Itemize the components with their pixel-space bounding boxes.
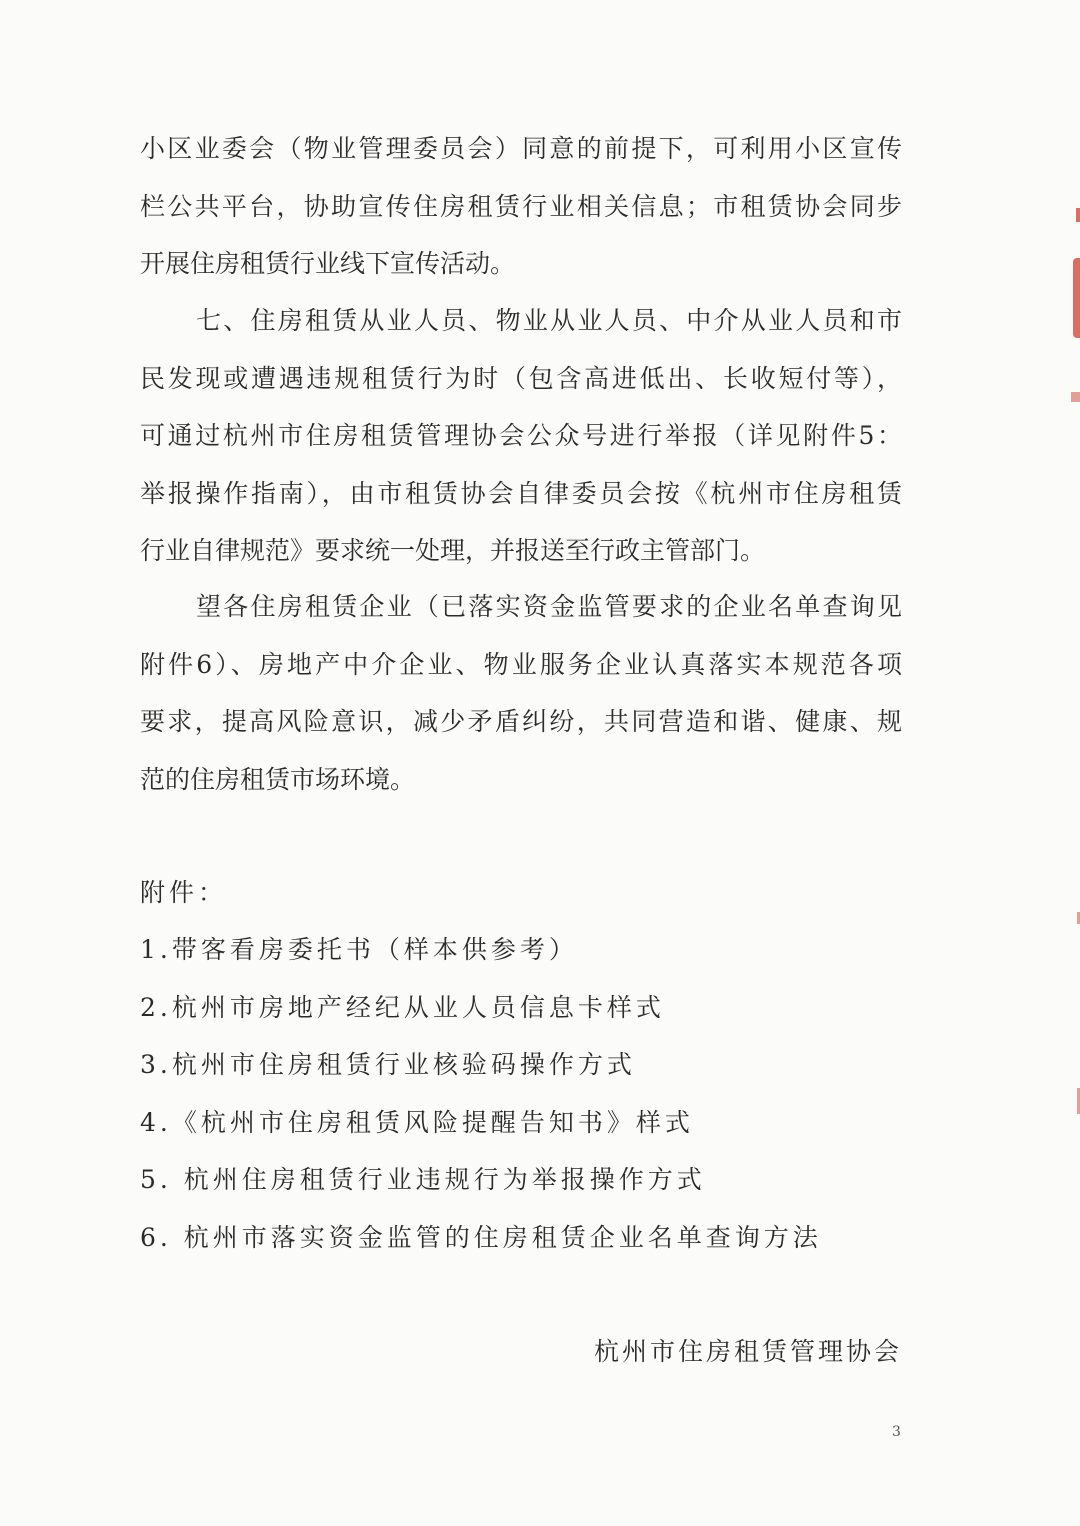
attachment-item: 6. 杭州市落实资金监管的住房租赁企业名单查询方法: [140, 1222, 822, 1252]
attachments-list: [140, 921, 822, 1266]
attachment-item: 1.带客看房委托书（样本供参考）: [140, 935, 578, 964]
paragraph-line: 范的住房租赁市场环境。: [140, 764, 416, 794]
paragraph-line: 附件6）、房地产中介企业、物业服务企业认真落实本规范各项: [140, 649, 902, 679]
signature: 杭州市住房租赁管理协会: [593, 1337, 902, 1366]
paragraph-line: 栏公共平台，协助宣传住房租赁行业相关信息；市租赁协会同步: [140, 191, 902, 221]
paragraph-line: 小区业委会（物业管理委员会）同意的前提下，可利用小区宣传: [140, 134, 902, 163]
seal-mark: [1076, 208, 1080, 222]
attachment-item: 4.《杭州市住房租赁风险提醒告知书》样式: [140, 1107, 694, 1137]
seal-mark: [1071, 392, 1080, 402]
attachments-title: 附件：: [140, 878, 228, 907]
attachment-item: 5. 杭州住房租赁行业违规行为举报操作方式: [140, 1165, 706, 1194]
paragraph-line: 举报操作指南），由市租赁协会自律委员会按《杭州市住房租赁: [140, 478, 902, 508]
paragraph-line: 望各住房租赁企业（已落实资金监管要求的企业名单查询见: [196, 592, 902, 621]
page-number: 3: [892, 1424, 901, 1440]
paragraph-line: 七、住房租赁从业人员、物业从业人员、中介从业人员和市: [196, 306, 902, 335]
paragraph-1: [140, 120, 902, 293]
paragraph-3: [140, 578, 902, 808]
seal-mark: [1073, 258, 1080, 338]
attachment-item: 3.杭州市住房租赁行业核验码操作方式: [140, 1050, 636, 1079]
paragraph-line: 可通过杭州市住房租赁管理协会公众号进行举报（详见附件5：: [140, 421, 902, 450]
paragraph-2: [140, 292, 902, 580]
attachment-item: 2.杭州市房地产经纪从业人员信息卡样式: [140, 992, 665, 1022]
paragraph-line: 行业自律规范》要求统一处理，并报送至行政主管部门。: [140, 536, 766, 565]
paragraph-line: 开展住房租赁行业线下宣传活动。: [140, 249, 516, 278]
paragraph-line: 民发现或遭遇违规租赁行为时（包含高进低出、长收短付等），: [140, 363, 902, 393]
paragraph-line: 要求，提高风险意识，减少矛盾纠纷，共同营造和谐、健康、规: [140, 707, 902, 736]
